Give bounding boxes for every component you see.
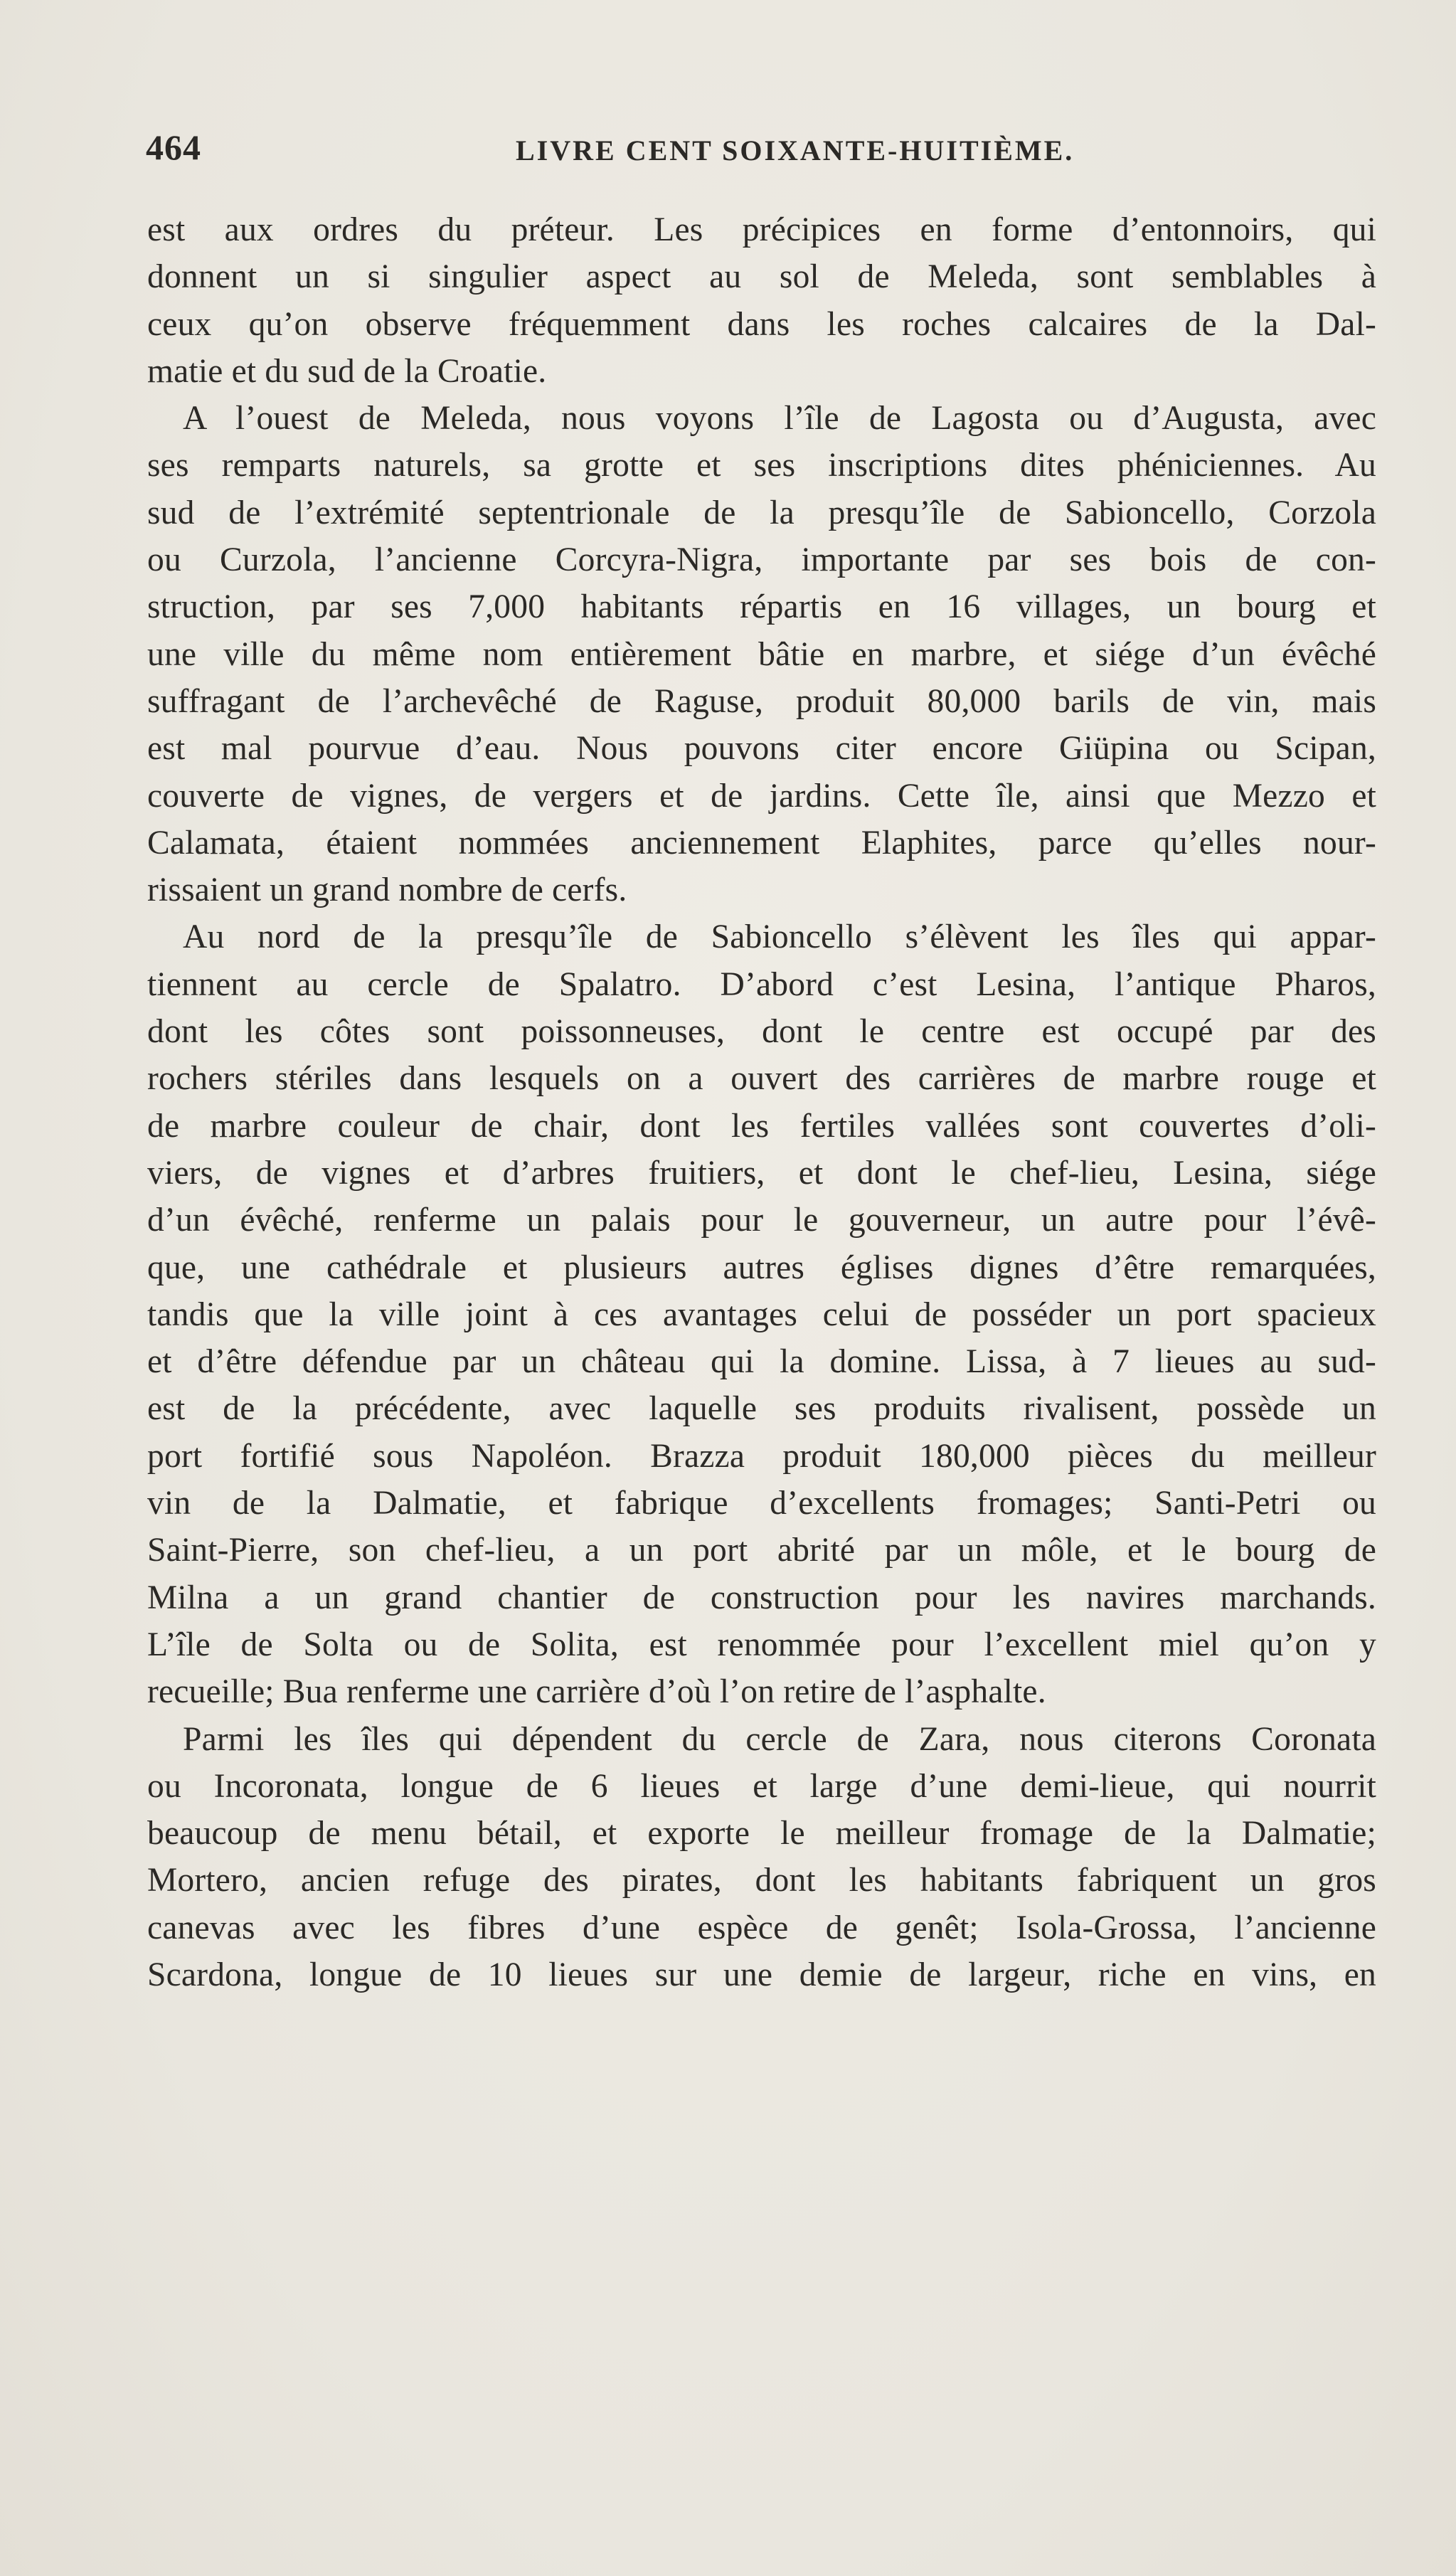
text-line: Saint-Pierre, son chef-lieu, a un port abrité par un môle, et le bourg de (147, 1532, 1376, 1569)
text-line: donnent un si singulier aspect au sol de Meleda, sont semblables à (147, 258, 1376, 296)
text-line: canevas avec les fibres d’une espèce de genêt; Isola-Grossa, l’ancienne (147, 1909, 1376, 1946)
text-line: matie et du sud de la Croatie. (147, 352, 547, 390)
text-line: viers, de vignes et d’arbres fruitiers, et dont le chef-lieu, Lesina, siége (147, 1154, 1376, 1192)
paragraph-3 (147, 913, 1376, 1715)
text-line: port fortifié sous Napoléon. Brazza produit 180,000 pièces du meilleur (147, 1437, 1376, 1475)
text-line: que, une cathédrale et plusieurs autres églises dignes d’être remarquées, (147, 1249, 1376, 1286)
text-line: Au nord de la presqu’île de Sabioncello s’élèvent les îles qui appar- (183, 918, 1376, 956)
text-line: couverte de vignes, de vergers et de jardins. Cette île, ainsi que Mezzo et (147, 777, 1376, 815)
text-line: d’un évêché, renferme un palais pour le gouverneur, un autre pour l’évê- (147, 1202, 1376, 1239)
text-line: rochers stériles dans lesquels on a ouvert des carrières de marbre rouge et (147, 1060, 1376, 1098)
text-line: ses remparts naturels, sa grotte et ses inscriptions dites phéniciennes. Au (147, 447, 1376, 484)
text-line: une ville du même nom entièrement bâtie en marbre, et siége d’un évêché (147, 635, 1376, 673)
text-line: est aux ordres du préteur. Les précipices en forme d’entonnoirs, qui (147, 211, 1376, 248)
body-text (147, 206, 1376, 1998)
text-line: beaucoup de menu bétail, et exporte le meilleur fromage de la Dalmatie; (147, 1815, 1376, 1853)
text-line: A l’ouest de Meleda, nous voyons l’île de Lagosta ou d’Augusta, avec (183, 400, 1376, 438)
text-line: rissaient un grand nombre de cerfs. (147, 871, 627, 909)
text-line: et d’être défendue par un château qui la domine. Lissa, à 7 lieues au sud- (147, 1343, 1376, 1381)
text-line: Milna a un grand chantier de construction pour les navires marchands. (147, 1579, 1376, 1616)
text-line: L’île de Solta ou de Solita, est renommée pour l’excellent miel qu’on y (147, 1626, 1376, 1663)
text-line: est mal pourvue d’eau. Nous pouvons citer encore Giüpina ou Scipan, (147, 730, 1376, 768)
text-line: suffragant de l’archevêché de Raguse, produit 80,000 barils de vin, mais (147, 682, 1376, 720)
text-line: ou Curzola, l’ancienne Corcyra-Nigra, importante par ses bois de con- (147, 541, 1376, 579)
text-line: ceux qu’on observe fréquemment dans les roches calcaires de la Dal- (147, 305, 1376, 343)
text-line: Calamata, étaient nommées anciennement Elaphites, parce qu’elles nour- (147, 824, 1376, 862)
running-head: LIVRE CENT SOIXANTE-HUITIÈME. (516, 134, 1075, 166)
paragraph-4 (147, 1716, 1376, 1999)
paragraph-1 (147, 206, 1376, 395)
text-line: est de la précédente, avec laquelle ses produits rivalisent, possède un (147, 1390, 1376, 1428)
text-line: dont les côtes sont poissonneuses, dont le centre est occupé par des (147, 1013, 1376, 1051)
text-line: Mortero, ancien refuge des pirates, dont les habitants fabriquent un gros (147, 1862, 1376, 1899)
page-header (146, 127, 1380, 176)
text-line: vin de la Dalmatie, et fabrique d’excellents fromages; Santi-Petri ou (147, 1485, 1376, 1522)
page-number: 464 (146, 127, 201, 167)
text-line: Scardona, longue de 10 lieues sur une demie de largeur, riche en vins, en (147, 1956, 1376, 1993)
text-line: ou Incoronata, longue de 6 lieues et large d’une demi-lieue, qui nourrit (147, 1767, 1376, 1805)
text-line: sud de l’extrémité septentrionale de la presqu’île de Sabioncello, Corzola (147, 494, 1376, 531)
text-line: Parmi les îles qui dépendent du cercle de Zara, nous citerons Coronata (183, 1720, 1376, 1758)
paragraph-2 (147, 395, 1376, 913)
text-line: recueille; Bua renferme une carrière d’où l’on retire de l’asphalte. (147, 1673, 1046, 1711)
text-line: tiennent au cercle de Spalatro. D’abord c’est Lesina, l’antique Pharos, (147, 965, 1376, 1003)
text-line: tandis que la ville joint à ces avantages celui de posséder un port spacieux (147, 1295, 1376, 1333)
text-line: struction, par ses 7,000 habitants répartis en 16 villages, un bourg et (147, 588, 1376, 626)
text-line: de marbre couleur de chair, dont les fertiles vallées sont couvertes d’oli- (147, 1107, 1376, 1145)
